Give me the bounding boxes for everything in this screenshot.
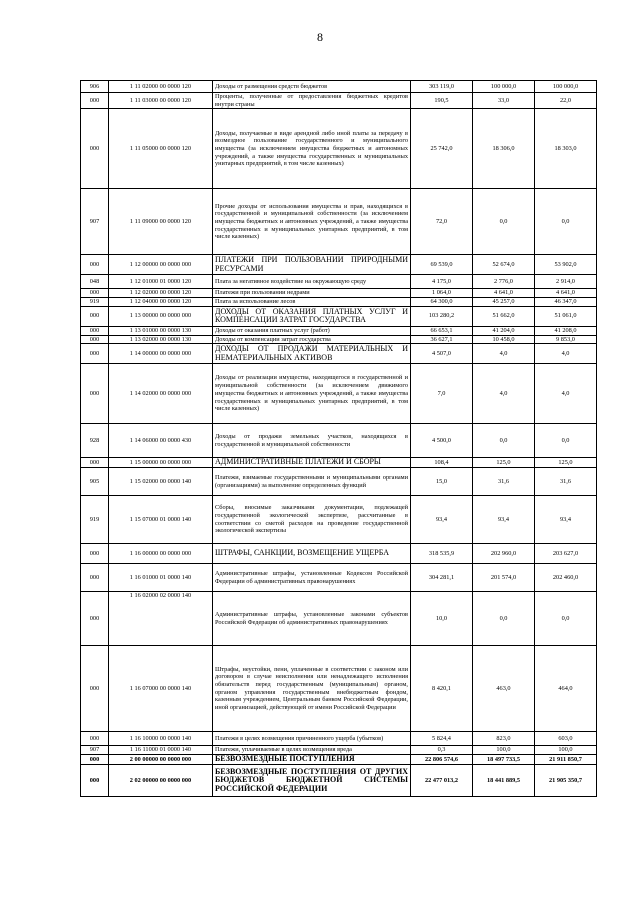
amount-year2-cell: 18 497 733,5: [473, 754, 535, 764]
budget-code-cell: 1 13 00000 00 0000 000: [109, 306, 213, 326]
admin-code-cell: 000: [81, 646, 109, 732]
amount-year1-cell: 4 500,0: [411, 424, 473, 458]
amount-year1-cell: 66 653,1: [411, 326, 473, 335]
amount-year3-cell: 9 853,0: [535, 335, 597, 344]
table-row: [81, 255, 597, 275]
table-body: [81, 81, 597, 797]
amount-year2-cell: 823,0: [473, 732, 535, 746]
budget-code-cell: 1 11 03000 00 0000 120: [109, 93, 213, 109]
amount-year2-cell: 18 306,0: [473, 109, 535, 189]
admin-code-cell: 000: [81, 289, 109, 298]
amount-year3-cell: 0,0: [535, 592, 597, 646]
budget-code-cell: 1 12 04000 00 0000 120: [109, 298, 213, 307]
amount-year1-cell: 103 280,2: [411, 306, 473, 326]
amount-year2-cell: 2 776,0: [473, 275, 535, 289]
admin-code-cell: 048: [81, 275, 109, 289]
admin-code-cell: 919: [81, 496, 109, 544]
budget-code-cell: 1 11 05000 00 0000 120: [109, 109, 213, 189]
amount-year3-cell: 51 061,0: [535, 306, 597, 326]
table-row: [81, 298, 597, 307]
table-row: [81, 326, 597, 335]
amount-year2-cell: 93,4: [473, 496, 535, 544]
revenue-table: [80, 80, 597, 797]
budget-code-cell: 1 13 01000 00 0000 130: [109, 326, 213, 335]
budget-code-cell: 1 16 01000 01 0000 140: [109, 564, 213, 592]
amount-year2-cell: 18 441 889,5: [473, 764, 535, 796]
amount-year1-cell: 190,5: [411, 93, 473, 109]
amount-year1-cell: 22 806 574,6: [411, 754, 473, 764]
amount-year2-cell: 463,0: [473, 646, 535, 732]
budget-code-cell: 1 13 02000 00 0000 130: [109, 335, 213, 344]
amount-year2-cell: 0,0: [473, 189, 535, 255]
table-row: [81, 732, 597, 746]
admin-code-cell: 000: [81, 764, 109, 796]
budget-code-cell: 1 16 00000 00 0000 000: [109, 544, 213, 564]
amount-year1-cell: 0,3: [411, 746, 473, 755]
amount-year1-cell: 4 507,0: [411, 344, 473, 364]
revenue-name-cell: Платежи в целях возмещения причиненного ущерба (убытков): [213, 732, 411, 746]
table-row: [81, 275, 597, 289]
amount-year3-cell: 203 627,0: [535, 544, 597, 564]
amount-year3-cell: 4,0: [535, 364, 597, 424]
amount-year3-cell: 202 460,0: [535, 564, 597, 592]
admin-code-cell: 000: [81, 732, 109, 746]
amount-year3-cell: 603,0: [535, 732, 597, 746]
admin-code-cell: 000: [81, 564, 109, 592]
table-row: [81, 306, 597, 326]
amount-year3-cell: 93,4: [535, 496, 597, 544]
amount-year3-cell: 4,0: [535, 344, 597, 364]
revenue-name-cell: ПЛАТЕЖИ ПРИ ПОЛЬЗОВАНИИ ПРИРОДНЫМИ РЕСУРСАМИ: [213, 255, 411, 275]
admin-code-cell: 000: [81, 326, 109, 335]
revenue-name-cell: ДОХОДЫ ОТ ПРОДАЖИ МАТЕРИАЛЬНЫХ И НЕМАТЕРИАЛЬНЫХ АКТИВОВ: [213, 344, 411, 364]
admin-code-cell: 906: [81, 81, 109, 93]
budget-code-cell: 1 15 02000 00 0000 140: [109, 468, 213, 496]
admin-code-cell: 000: [81, 544, 109, 564]
revenue-name-cell: Административные штрафы, установленные Кодексом Российской Федерации об административных правонарушениях: [213, 564, 411, 592]
amount-year1-cell: 25 742,0: [411, 109, 473, 189]
budget-code-cell: 1 12 00000 00 0000 000: [109, 255, 213, 275]
revenue-name-cell: ШТРАФЫ, САНКЦИИ, ВОЗМЕЩЕНИЕ УЩЕРБА: [213, 544, 411, 564]
amount-year2-cell: 45 257,0: [473, 298, 535, 307]
table-row: [81, 364, 597, 424]
amount-year2-cell: 0,0: [473, 592, 535, 646]
amount-year2-cell: 0,0: [473, 424, 535, 458]
amount-year1-cell: 8 420,1: [411, 646, 473, 732]
revenue-name-cell: Сборы, вносимые заказчиками документации, подлежащей государственной экологической экспертизе, рассчитанные в соответствии со сметой расходов на проведение государственной экологической экспертизы: [213, 496, 411, 544]
revenue-name-cell: Административные штрафы, установленные законами субъектов Российской Федерации об административных правонарушениях: [213, 592, 411, 646]
revenue-name-cell: Доходы от оказания платных услуг (работ): [213, 326, 411, 335]
table-row: [81, 646, 597, 732]
amount-year3-cell: 0,0: [535, 189, 597, 255]
table-row: [81, 458, 597, 468]
amount-year3-cell: 18 303,0: [535, 109, 597, 189]
amount-year3-cell: 31,6: [535, 468, 597, 496]
admin-code-cell: 000: [81, 255, 109, 275]
revenue-name-cell: Доходы от продажи земельных участков, находящихся в государственной и муниципальной собственности: [213, 424, 411, 458]
amount-year2-cell: 33,0: [473, 93, 535, 109]
revenue-name-cell: Доходы, получаемые в виде арендной либо иной платы за передачу в возмездное пользование государственного и муниципального имущества (за исключением имущества бюджетных и автономных учреждений, а также имущества государственных и муниципальных унитарных предприятий, в том числе казенных): [213, 109, 411, 189]
amount-year1-cell: 64 300,0: [411, 298, 473, 307]
admin-code-cell: 919: [81, 298, 109, 307]
amount-year3-cell: 100,0: [535, 746, 597, 755]
amount-year2-cell: 4,0: [473, 344, 535, 364]
amount-year2-cell: 4,0: [473, 364, 535, 424]
revenue-name-cell: Прочие доходы от использования имущества и прав, находящихся в государственной и муниципальной собственности (за исключением имущества бюджетных и автономных учреждений, а также имущества государственных и муниципальных унитарных предприятий, в том числе казенных): [213, 189, 411, 255]
amount-year1-cell: 4 175,0: [411, 275, 473, 289]
revenue-name-cell: Платежи, уплачиваемые в целях возмещения вреда: [213, 746, 411, 755]
amount-year3-cell: 0,0: [535, 424, 597, 458]
admin-code-cell: 000: [81, 458, 109, 468]
table-row: [81, 754, 597, 764]
amount-year3-cell: 4 641,0: [535, 289, 597, 298]
amount-year1-cell: 304 281,1: [411, 564, 473, 592]
amount-year3-cell: 100 000,0: [535, 81, 597, 93]
amount-year2-cell: 10 458,0: [473, 335, 535, 344]
revenue-name-cell: Плата за негативное воздействие на окружающую среду: [213, 275, 411, 289]
revenue-name-cell: Доходы от размещения средств бюджетов: [213, 81, 411, 93]
admin-code-cell: 907: [81, 746, 109, 755]
table-row: [81, 189, 597, 255]
amount-year2-cell: 31,6: [473, 468, 535, 496]
table-row: [81, 592, 597, 646]
budget-code-cell: 1 14 00000 00 0000 000: [109, 344, 213, 364]
revenue-name-cell: БЕЗВОЗМЕЗДНЫЕ ПОСТУПЛЕНИЯ: [213, 754, 411, 764]
budget-code-cell: 1 11 09000 00 0000 120: [109, 189, 213, 255]
budget-code-cell: 1 14 02000 00 0000 000: [109, 364, 213, 424]
amount-year3-cell: 22,0: [535, 93, 597, 109]
admin-code-cell: 907: [81, 189, 109, 255]
amount-year2-cell: 100,0: [473, 746, 535, 755]
amount-year3-cell: 464,0: [535, 646, 597, 732]
amount-year1-cell: 318 535,9: [411, 544, 473, 564]
amount-year3-cell: 2 914,0: [535, 275, 597, 289]
budget-code-cell: 2 02 00000 00 0000 000: [109, 764, 213, 796]
budget-code-cell: 1 12 01000 01 0000 120: [109, 275, 213, 289]
revenue-name-cell: Доходы от компенсации затрат государства: [213, 335, 411, 344]
table-row: [81, 81, 597, 93]
amount-year2-cell: 100 000,0: [473, 81, 535, 93]
table-row: [81, 468, 597, 496]
table-row: [81, 746, 597, 755]
admin-code-cell: 000: [81, 109, 109, 189]
amount-year1-cell: 93,4: [411, 496, 473, 544]
table-row: [81, 496, 597, 544]
budget-code-cell: 1 16 11000 01 0000 140: [109, 746, 213, 755]
table-row: [81, 564, 597, 592]
table-row: [81, 289, 597, 298]
revenue-name-cell: Проценты, полученные от предоставления бюджетных кредитов внутри страны: [213, 93, 411, 109]
table-row: [81, 424, 597, 458]
revenue-name-cell: Штрафы, неустойки, пени, уплаченные в соответствии с законом или договором в случае неисполнения или ненадлежащего исполнения обязательств перед государственным (муниципальным) органом, органом управления государственным внебюджетным фондом, казенным учреждением, Центральным банком Российской Федерации, иной организацией, действующей от имени Российской Федерации: [213, 646, 411, 732]
table-row: [81, 344, 597, 364]
table-row: [81, 109, 597, 189]
amount-year1-cell: 15,0: [411, 468, 473, 496]
budget-code-cell: 2 00 00000 00 0000 000: [109, 754, 213, 764]
budget-code-cell: 1 16 07000 00 0000 140: [109, 646, 213, 732]
page-number: 8: [317, 30, 323, 44]
table-row: [81, 335, 597, 344]
amount-year1-cell: 69 539,0: [411, 255, 473, 275]
revenue-name-cell: БЕЗВОЗМЕЗДНЫЕ ПОСТУПЛЕНИЯ ОТ ДРУГИХ БЮДЖЕТОВ БЮДЖЕТНОЙ СИСТЕМЫ РОССИЙСКОЙ ФЕДЕРАЦИИ: [213, 764, 411, 796]
table-row: [81, 93, 597, 109]
budget-code-cell: 1 16 10000 00 0000 140: [109, 732, 213, 746]
amount-year2-cell: 41 204,0: [473, 326, 535, 335]
admin-code-cell: 000: [81, 754, 109, 764]
amount-year2-cell: 4 641,0: [473, 289, 535, 298]
budget-code-cell: 1 11 02000 00 0000 120: [109, 81, 213, 93]
revenue-name-cell: АДМИНИСТРАТИВНЫЕ ПЛАТЕЖИ И СБОРЫ: [213, 458, 411, 468]
revenue-name-cell: Доходы от реализации имущества, находящегося в государственной и муниципальной собственности (за исключением движимого имущества бюджетных и автономных учреждений, а также имущества государственных и муниципальных унитарных предприятий, в том числе казенных): [213, 364, 411, 424]
amount-year2-cell: 52 674,0: [473, 255, 535, 275]
admin-code-cell: 928: [81, 424, 109, 458]
amount-year1-cell: 303 119,0: [411, 81, 473, 93]
amount-year1-cell: 72,0: [411, 189, 473, 255]
amount-year1-cell: 36 627,1: [411, 335, 473, 344]
amount-year1-cell: 7,0: [411, 364, 473, 424]
revenue-name-cell: Плата за использование лесов: [213, 298, 411, 307]
revenue-name-cell: ДОХОДЫ ОТ ОКАЗАНИЯ ПЛАТНЫХ УСЛУГ И КОМПЕНСАЦИИ ЗАТРАТ ГОСУДАРСТВА: [213, 306, 411, 326]
admin-code-cell: 000: [81, 592, 109, 646]
amount-year1-cell: 5 824,4: [411, 732, 473, 746]
amount-year1-cell: 10,0: [411, 592, 473, 646]
amount-year3-cell: 21 911 850,7: [535, 754, 597, 764]
revenue-name-cell: Платежи, взимаемые государственными и муниципальными органами (организациями) за выполнение определенных функций: [213, 468, 411, 496]
admin-code-cell: 000: [81, 344, 109, 364]
amount-year3-cell: 46 347,0: [535, 298, 597, 307]
amount-year2-cell: 202 960,0: [473, 544, 535, 564]
admin-code-cell: 905: [81, 468, 109, 496]
budget-code-cell: 1 15 07000 01 0000 140: [109, 496, 213, 544]
table-row: [81, 764, 597, 796]
amount-year1-cell: 108,4: [411, 458, 473, 468]
admin-code-cell: 000: [81, 93, 109, 109]
table-row: [81, 544, 597, 564]
amount-year2-cell: 51 662,0: [473, 306, 535, 326]
amount-year2-cell: 201 574,0: [473, 564, 535, 592]
amount-year2-cell: 125,0: [473, 458, 535, 468]
budget-code-cell: 1 14 06000 00 0000 430: [109, 424, 213, 458]
amount-year3-cell: 41 208,0: [535, 326, 597, 335]
budget-code-cell: 1 12 02000 00 0000 120: [109, 289, 213, 298]
amount-year3-cell: 53 902,0: [535, 255, 597, 275]
amount-year1-cell: 1 064,0: [411, 289, 473, 298]
amount-year3-cell: 21 905 350,7: [535, 764, 597, 796]
admin-code-cell: 000: [81, 364, 109, 424]
amount-year1-cell: 22 477 013,2: [411, 764, 473, 796]
amount-year3-cell: 125,0: [535, 458, 597, 468]
budget-code-cell: 1 15 00000 00 0000 000: [109, 458, 213, 468]
budget-code-cell: 1 16 02000 02 0000 140: [109, 592, 213, 646]
revenue-name-cell: Платежи при пользовании недрами: [213, 289, 411, 298]
admin-code-cell: 000: [81, 335, 109, 344]
admin-code-cell: 000: [81, 306, 109, 326]
